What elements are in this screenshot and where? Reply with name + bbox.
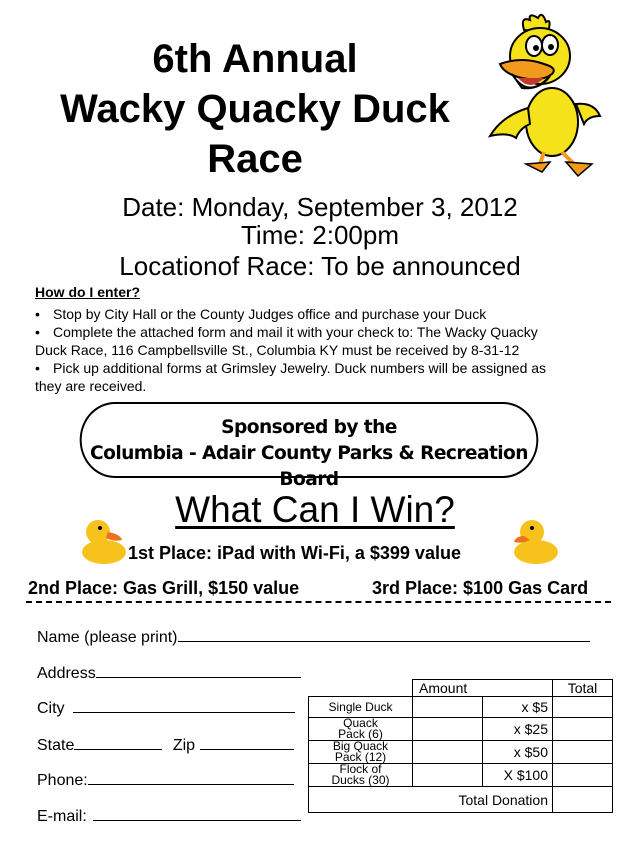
name-label: Name (please print) — [37, 629, 178, 646]
amount-input[interactable] — [413, 764, 483, 787]
table-header-row — [309, 680, 613, 697]
event-location: Locationof Race: To be announced — [119, 251, 521, 281]
phone-field[interactable] — [37, 770, 294, 790]
list-item: • Complete the attached form and mail it with your check to: The Wacky Quacky — [35, 324, 538, 340]
total-input[interactable] — [553, 697, 613, 718]
amount-input[interactable] — [413, 697, 483, 718]
bullet-icon: • — [35, 324, 40, 340]
price-cell: x $25 — [483, 718, 553, 741]
table-row — [309, 741, 613, 764]
table-row — [309, 697, 613, 718]
bullet-icon: • — [35, 360, 40, 376]
cut-line — [26, 601, 611, 603]
how-to-enter-list — [35, 305, 610, 395]
order-table — [308, 679, 613, 813]
how-to-enter-heading: How do I enter? — [35, 284, 140, 300]
title-line-2: Wacky Quacky Duck — [60, 87, 450, 131]
total-donation-label: Total Donation — [309, 787, 553, 813]
sponsor-line-2: Columbia - Adair County Parks & Recreation Board — [90, 442, 528, 490]
list-item-continued: they are received. — [35, 378, 147, 394]
list-item: • Stop by City Hall or the County Judges office and purchase your Duck — [35, 306, 487, 322]
sponsor-box — [80, 402, 539, 490]
event-date: Date: Monday, September 3, 2012 — [122, 192, 518, 222]
second-prize: 2nd Place: Gas Grill, $150 value — [28, 578, 300, 598]
total-input[interactable] — [553, 741, 613, 764]
total-input[interactable] — [553, 718, 613, 741]
item-cell: Single Duck — [309, 697, 413, 718]
phone-label: Phone: — [37, 772, 88, 789]
title-line-3: Race — [207, 137, 303, 181]
item-cell: Big Quack Pack (12) — [309, 741, 413, 764]
phone-line[interactable] — [88, 770, 294, 785]
email-line[interactable] — [93, 806, 301, 821]
address-field[interactable] — [37, 663, 301, 683]
list-item-continued: Duck Race, 116 Campbellsville St., Columbia KY must be received by 8-31-12 — [35, 342, 520, 358]
city-label: City — [37, 700, 65, 717]
address-line[interactable] — [96, 663, 301, 678]
table-row-total — [309, 787, 613, 813]
name-field[interactable] — [37, 627, 590, 647]
amount-input[interactable] — [413, 718, 483, 741]
amount-header: Amount — [413, 680, 553, 697]
price-cell: x $5 — [483, 697, 553, 718]
title-line-1: 6th Annual — [152, 37, 358, 81]
zip-label: Zip — [172, 737, 196, 754]
city-field[interactable] — [37, 698, 295, 718]
total-header: Total — [553, 680, 613, 697]
list-item: • Pick up additional forms at Grimsley Jewelry. Duck numbers will be assigned as — [35, 360, 547, 376]
table-row — [309, 764, 613, 787]
flyer-title — [20, 34, 490, 184]
amount-input[interactable] — [413, 741, 483, 764]
state-zip-field[interactable] — [37, 735, 294, 755]
price-cell: X $100 — [483, 764, 553, 787]
city-line[interactable] — [73, 698, 295, 713]
table-row — [309, 718, 613, 741]
zip-line[interactable] — [200, 735, 294, 750]
total-donation-input[interactable] — [553, 787, 613, 813]
name-line[interactable] — [178, 627, 590, 642]
state-label: State — [37, 737, 75, 754]
prizes-heading: What Can I Win? — [175, 489, 455, 530]
first-prize: 1st Place: iPad with Wi-Fi, a $399 value — [128, 543, 461, 563]
rubber-duck-icon — [78, 514, 130, 566]
item-cell: Flock of Ducks (30) — [309, 764, 413, 787]
sponsor-line-1: Sponsored by the — [221, 416, 397, 438]
price-cell: x $50 — [483, 741, 553, 764]
cartoon-duck-icon — [482, 12, 602, 184]
email-label: E-mail: — [37, 808, 87, 825]
item-cell: Quack Pack (6) — [309, 718, 413, 741]
rubber-duck-icon — [508, 514, 560, 566]
third-prize: 3rd Place: $100 Gas Card — [372, 578, 589, 598]
email-field[interactable] — [37, 806, 301, 826]
total-input[interactable] — [553, 764, 613, 787]
event-time: Time: 2:00pm — [241, 220, 399, 250]
bullet-icon: • — [35, 306, 40, 322]
address-label: Address — [37, 665, 96, 682]
state-line[interactable] — [74, 735, 162, 750]
